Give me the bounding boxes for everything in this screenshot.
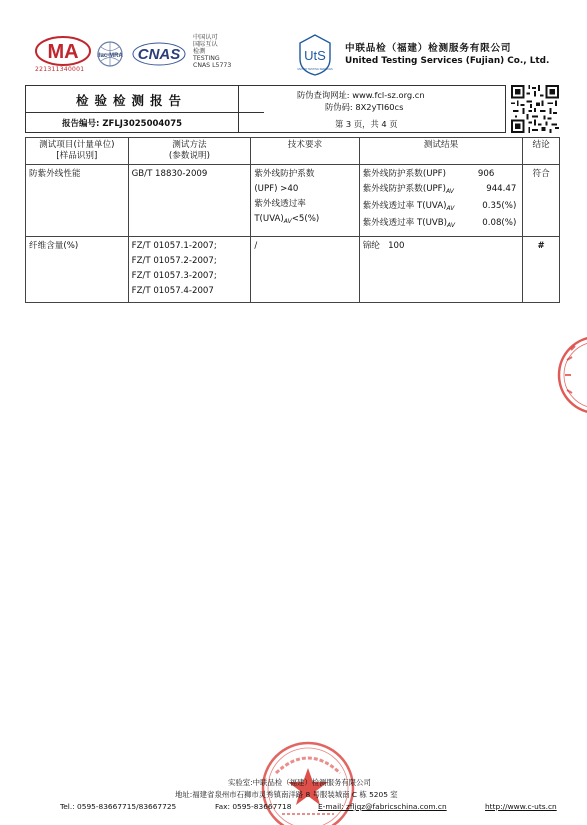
- row-item: 防紫外线性能: [26, 165, 129, 237]
- title-vertical-divider: [238, 85, 239, 133]
- report-number: 报告编号: ZFLJ3025004075: [62, 119, 183, 129]
- footer-fax: Fax: 0595-83667718: [215, 802, 292, 811]
- table-row: [26, 237, 560, 303]
- row-method: FZ/T 01057.1-2007; FZ/T 01057.2-2007; FZ/T 01057.3-2007; FZ/T 01057.4-2007: [128, 237, 251, 303]
- row-item: 纤维含量(%): [26, 237, 129, 303]
- results-table: [25, 137, 560, 303]
- cnas-text-block: 中国认可 国际互认 检测 TESTING CNAS L5773: [193, 34, 232, 69]
- uts-logo: [296, 33, 334, 77]
- footer-lab: 实验室:中联品检（福建）检测服务有限公司: [228, 778, 371, 787]
- title-divider: [25, 112, 264, 113]
- page-info: 第 3 页，共 4 页: [335, 119, 398, 129]
- verify-website: 防伪查询网址: www.fcl-sz.org.cn: [297, 90, 425, 100]
- table-row: [26, 165, 560, 237]
- header-requirement: 技术要求: [251, 138, 359, 165]
- header-item: 测试项目(计量单位) [样品识别]: [26, 138, 129, 165]
- company-name-en: United Testing Services (Fujian) Co., Ltd.: [345, 56, 550, 66]
- header-result: 测试结果: [359, 138, 523, 165]
- row-method: GB/T 18830-2009: [128, 165, 251, 237]
- report-title: 检验检测报告: [75, 93, 187, 108]
- header-method: 测试方法 (参数说明): [128, 138, 251, 165]
- footer-website-link[interactable]: http://www.c-uts.cn: [485, 802, 557, 811]
- row-conclusion: 符合: [523, 165, 560, 237]
- cma-number: 221311340001: [35, 66, 85, 73]
- footer-email-link[interactable]: E-mail: zfljqz@fabricschina.com.cn: [318, 802, 447, 811]
- header-conclusion: 结论: [523, 138, 560, 165]
- verify-code: 防伪码: 8X2yTI60cs: [325, 102, 404, 112]
- svg-text:ilac-MRA: ilac-MRA: [97, 53, 123, 59]
- table-header-row: [26, 138, 560, 165]
- row-requirement: /: [251, 237, 359, 303]
- row-conclusion: #: [523, 237, 560, 303]
- footer-address: 地址:福建省泉州市石狮市灵秀镇南洋路 8 号服装城南 C 栋 5205 室: [175, 790, 398, 799]
- svg-text:MA: MA: [47, 41, 79, 63]
- ilac-mra-logo: [93, 40, 127, 68]
- svg-text:CNAS: CNAS: [137, 46, 181, 63]
- svg-text:UtS: UtS: [304, 48, 326, 63]
- qr-code-icon[interactable]: [510, 85, 560, 133]
- footer-tel: Tel.: 0595-83667715/83667725: [60, 802, 177, 811]
- company-name-cn: 中联品检（福建）检测服务有限公司: [345, 43, 512, 54]
- cnas-logo: [132, 40, 186, 68]
- svg-text:UNITED TESTING SERVICES: UNITED TESTING SERVICES: [297, 68, 333, 71]
- row-result: 紫外线防护系数(UPF) 906 紫外线防护系数$(UPF)_{AV}$ 944.47 紫外线透过率 $T(UVA)_{AV}$ 0.35(%) 紫外线透过率 $T(UVB)_{AV}$ 0.08(%): [359, 165, 523, 237]
- side-seal-stamp: [555, 320, 587, 430]
- row-requirement: 紫外线防护系数 (UPF) >40 紫外线透过率 $T(UVA)_{AV}<5(\%)$: [251, 165, 359, 237]
- row-result: 锦纶 100: [359, 237, 523, 303]
